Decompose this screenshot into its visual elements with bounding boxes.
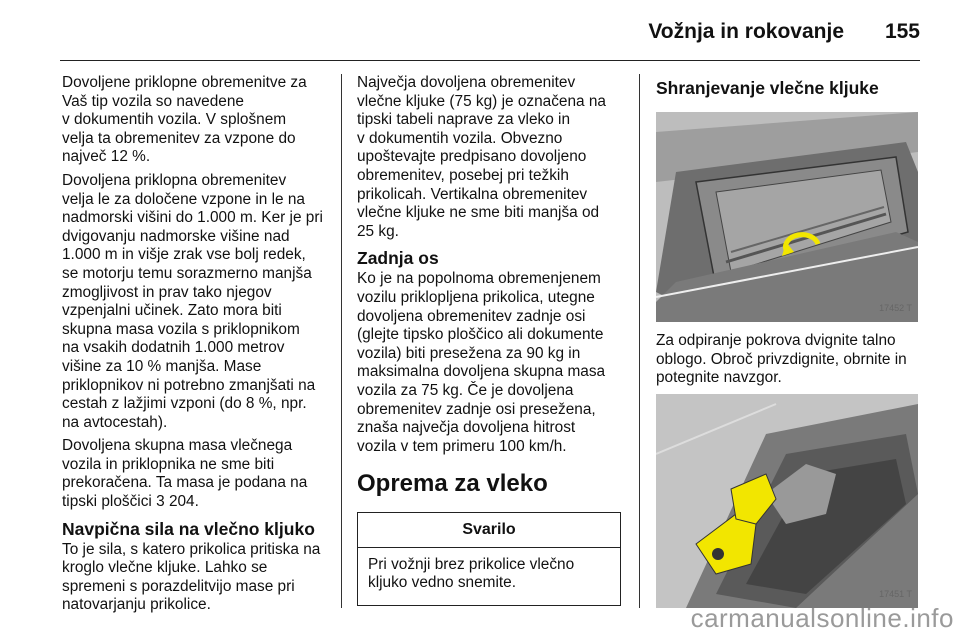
paragraph: Dovoljena priklopna obremenitev velja le za določene vzpone in le na nadmorski višini do 1.000 m. Ker je pri dvigovanju nadmorske višine nad 1.000 m in višje zrak vse bolj redek, se motorju temu sorazmerno manjša zmogljivost in prav tako njegov vzpenjalni učinek. Zato mora biti skupna masa vozila s priklopnikom na vsakih dodatnih 1.000 metrov višine za 10 % manjša. Mase priklopnikov ni potrebno zmanjšati na cestah z lažjimi vzponi (do 8 %, npr. na avtocestah). [62, 171, 323, 431]
column-divider [341, 74, 342, 608]
page-number: 155 [884, 20, 920, 43]
warning-title: Svarilo [358, 513, 620, 548]
subheading: Zadnja os [357, 248, 439, 269]
figure-tow-hook [656, 394, 918, 608]
figure-trunk-floor [656, 112, 918, 322]
paragraph [62, 437, 330, 511]
paragraph: Za odpiranje pokrova dvignite talno oblogo. Obroč privzdignite, obrnite in potegnite navzgor. [656, 332, 907, 387]
page-header [0, 0, 960, 60]
section-heading: Oprema za vleko [357, 470, 548, 498]
subheading: Navpična sila na vlečno kljuko [62, 518, 315, 539]
column-left [62, 74, 330, 620]
warning-box [357, 512, 621, 606]
watermark: carmanualsonline.info [690, 603, 954, 633]
trunk-floor-illustration [656, 112, 918, 322]
figure-label: 17452 T [879, 303, 912, 314]
section-title: Vožnja in rokovanje [648, 20, 844, 43]
paragraph: Ko je na popolnoma obremenjenem vozilu priklopljena prikolica, utegne dovoljena obremenitev zadnje osi (glejte tipsko ploščico ali dokumente vozila) biti presežena za 90 kg in maksimalna dovoljena skupna masa vozila za 75 kg. Če je dovoljena obremenitev zadnje osi presežena, znaša največja dovoljena hitrost vozila v tem primeru 100 km/h. [357, 270, 606, 455]
figure-label: 17451 T [879, 589, 912, 600]
paragraph: To je sila, s katero prikolica pritiska na kroglo vlečne kljuke. Lahko se spremeni s porazdelitvijo mase pri natovarjanju prikolice. [62, 540, 321, 614]
paragraph: Dovoljene priklopne obremenitve za Vaš tip vozila so navedene v dokumentih vozila. V splošnem velja ta obremenitev za vzpone do največ 12 %. [62, 74, 307, 166]
column-right [656, 74, 926, 608]
warning-text: Pri vožnji brez prikolice vlečno kljuko vedno snemite. [368, 555, 575, 592]
paragraph-text: Dovoljena skupna masa vlečnega vozila in priklopnika ne sme biti prekoračena. Ta masa je podana na tipski ploščici [62, 437, 308, 511]
page-reference-icon[interactable]: 3 [156, 493, 165, 511]
header-rule [60, 60, 920, 61]
paragraph: Največja dovoljena obremenitev vlečne kljuke (75 kg) je označena na tipski tabeli naprave za vleko in v dokumentih vozila. Obvezno upoštevajte predpisano dovoljeno obremenitev, posebej pri težkih prikolicah. Vertikalna obremenitev vlečne kljuke ne sme biti manjša od 25 kg. [357, 74, 606, 240]
page-reference[interactable]: 204. [168, 493, 199, 511]
subheading: Shranjevanje vlečne kljuke [656, 78, 879, 98]
tow-hook-illustration [656, 394, 918, 608]
column-divider [639, 74, 640, 608]
column-middle [357, 74, 623, 606]
